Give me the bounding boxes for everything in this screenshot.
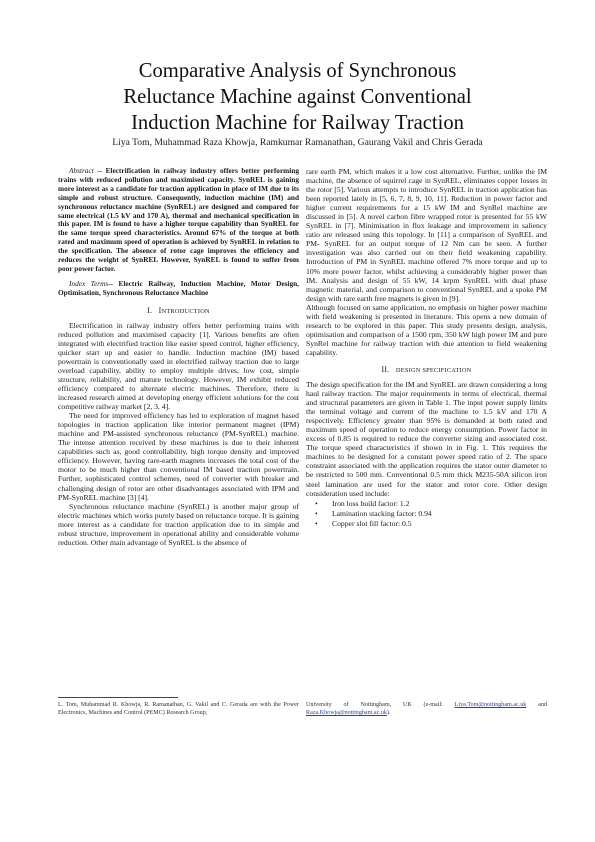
section-title-rest: NTRODUCTION	[161, 307, 210, 315]
section-number: II.	[381, 364, 390, 374]
section-title-rest: ESIGN SPECIFICATION	[400, 366, 472, 374]
section-heading-introduction	[58, 306, 299, 316]
footnote-divider	[58, 697, 178, 698]
email-link[interactable]: Raza.Khowja@nottingham.ac.uk	[306, 710, 387, 716]
title-line: Comparative Analysis of Synchronous	[138, 60, 457, 82]
intro-paragraph: Synchronous reluctance machine (SynREL) is another major group of electric machines which works purely based on reluctance torque. It is gaining more interest as a candidate for traction application due to its simple and robust structure, improvement in operational ability and considerable volume reduction. Other main advantage of SynREL is the absence of	[58, 501, 299, 547]
section-heading-design-specification	[306, 365, 547, 375]
list-item: • Iron loss build factor: 1.2	[332, 499, 547, 509]
section-initial: D	[395, 366, 401, 374]
email-link[interactable]: Liya.Tom@nottingham.ac.uk	[454, 702, 527, 708]
title-line: Induction Machine for Railway Traction	[131, 112, 464, 134]
left-column	[58, 167, 299, 547]
index-terms-label: Index Terms	[69, 278, 109, 288]
index-terms-text: -- Electric Railway, Induction Machine, Motor Design, Optimisation, Synchronous Reluctance Machine	[58, 278, 299, 297]
right-column	[306, 167, 547, 529]
abstract-label: Abstract	[69, 166, 94, 175]
section-number: I.	[147, 305, 153, 315]
body-paragraph: rare earth PM, which makes it a low cost alternative. Further, unlike the IM machine, the absence of squirrel cage in SynREL, eliminates copper losses in the rotor [5]. Various attempts to introduce SynREL in traction application has been reported lately in [5, 6, 7, 8, 9, 10, 11]. Reduction in power factor and higher current requirements for a 15 kW IM and SynRel machine are discussed in [5]. A novel carbon fibre wrapped rotor is presented for 55 kW SynREL in [7]. Minimisation in flux leakage and improvement in saliency ratio are released using this topology. In [11] a comparison of SynREL and PM- SynREL for an output torque of 12 Nm can be seen. A further investigation was also carried out on their field weakening capability. Introduction of PM in SynREL machine offered 7% more torque and up to 10% more power factor, whilst achieving a considerably higher power than IM. Analysis and design of 55 kW, 14 krpm SynREL with dual phase magnetic material, and comparison to conventional SynREL and a spoke PM design with rare earth free magnets is given in [9].	[306, 167, 547, 303]
footnote-affiliation: L. Tom, Muhammad R. Khowja, R. Ramanathan, G. Vakil and C. Gerada are with the Power Electronics, Machines and Control (PEMC) Research Group,	[58, 702, 299, 716]
paper-title	[40, 58, 555, 136]
intro-paragraph: Electrification in railway industry offers better performing trains with reduced pollution and maximised capacity [1]. Various benefits are often integrated with electrified traction like easier speed control, higher efficiency, quicker start up and easier to handle. Induction machine (IM) based powertrain is conventionally used in electrified railway traction due to large overload capability, ability to employ multiple drives, low cost, simple structure, reliability, and mature technology. However, IM exhibit reduced efficiency compared to alternate electric machines. Therefore, there is increased research aimed at developing energy efficient solutions for the cost competitive railway market [2, 3, 4].	[58, 320, 299, 412]
design-paragraph: The design specification for the IM and SynREL are drawn considering a long haul railway traction. The major requirements in terms of electrical, thermal and structural parameters are given in Table 1. The input power supply limits the terminal voltage and current of the machine to 1.5 kV and 170 A respectively. Efficiency greater than 95% is demanded at both rated and maximum speed of operation to reduce energy consumption. Power factor in excess of 0.85 is required to reduce the converter sizing and associated cost. The torque speed characteristics if shown in in Fig. 1. This requires the machines to be designed for a constant power speed ratio of 2. The space constraint associated with the application requires the stator outer diameter to be restricted to 500 mm. Conventional 0.5 mm thick M235-50A silicon iron steel lamination are used for the stator and rotor core. Other design consideration used include:	[306, 379, 547, 498]
abstract-text: -- Electrification in railway industry offers better performing trains with reduced pollution and maximised capacity. SynREL is gaining more interest as a candidate for traction application in place of IM due to its simple and robust structure. Consequently, induction machine (IM) and synchronous reluctance machine (SynREL) are designed and compared for same electrical (1.5 kV and 170 A), thermal and mechanical specification in this paper. IM is found to have a higher torque capability than SynREL for the same torque speed characteristics. Around 67% of the torque at both rated and maximum speed of operation is achieved by SynREL in relation to the specification. The absence of rotor cage improves the efficiency and reduces the weight of SynREL However, SynREL is found to suffer from poor power factor.	[58, 166, 299, 273]
footnote-text: University of Nottingham, UK (e-mail:	[306, 702, 455, 708]
intro-paragraph: The need for improved efficiency has led to exploration of magnet based topologies in traction application like interior permanent magnet (IPM) machine and PM-assisted synchronous reluctance (PM-SynREL) machine. The intense attention received by these machines is due to their inherent capabilities such as, good controllability, high torque density and improved efficiency. However, having rare-earth magnets increases the total cost of the motor to be much higher than conventional IM based traction powertrain. Further, sophisticated control schemes, need of converter with breaker and challenging design of rotor are other disadvantages associated with IPM and PM-SynREL machine [3] [4].	[58, 411, 299, 502]
author-list: Liya Tom, Muhammad Raza Khowja, Ramkumar Ramanathan, Gaurang Vakil and Chris Gerada	[112, 137, 483, 148]
title-line: Reluctance Machine against Conventional	[123, 86, 472, 108]
design-consideration-list	[306, 499, 547, 530]
body-paragraph: Although focused on same application, no emphasis on higher power machine with field weakening is presented in literature. This opens a new domain of research to be explored in this paper. This study presents design, analysis, optimisation and comparison of a 1500 rpm, 350 kW high power IM and pure SynRel machine for railway traction with due attention to field weakening capability.	[306, 302, 547, 357]
abstract	[58, 167, 299, 274]
section-initial: I	[158, 305, 162, 315]
index-terms	[58, 280, 299, 298]
list-item: • Lamination stacking factor: 0.94	[332, 509, 547, 519]
footnote-text: ).	[386, 710, 391, 716]
footnote-text: and	[526, 702, 547, 708]
list-item: • Copper slot fill factor: 0.5	[332, 519, 547, 529]
footnote-contact	[306, 701, 547, 717]
